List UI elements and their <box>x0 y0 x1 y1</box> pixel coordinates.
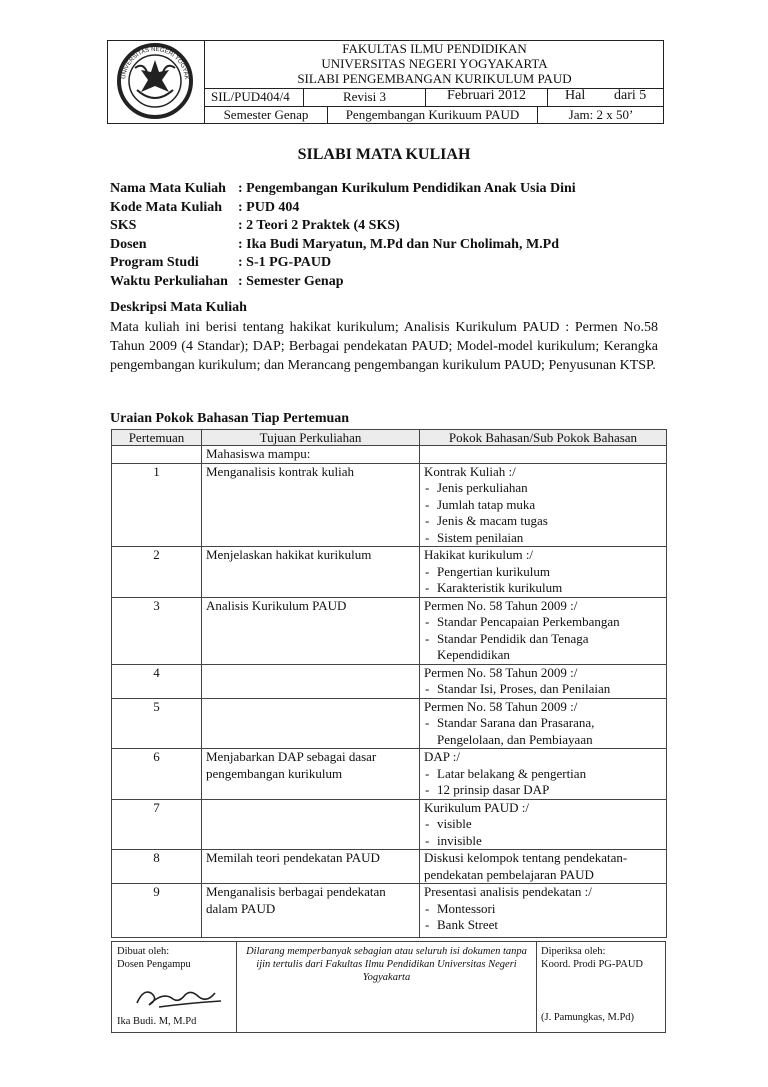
info-key: Kode Mata Kuliah <box>110 199 223 215</box>
table-row: 7 Kurikulum PAUD :/ - visible - invisible <box>112 799 667 850</box>
table-row: 4 Permen No. 58 Tahun 2009 :/ - Standar Isi, Proses, dan Penilaian <box>112 664 667 698</box>
revision: Revisi 3 <box>304 89 426 106</box>
table-row: 6 Menjabarkan DAP sebagai dasar pengembangan kurikulum DAP :/ - Latar belakang & pengertian - 12 prinsip dasar DAP <box>112 749 667 800</box>
info-value: : S-1 PG-PAUD <box>238 255 332 270</box>
university-logo <box>107 40 205 124</box>
issue-date: Februari 2012 <box>426 88 548 106</box>
info-key: SKS <box>110 218 137 233</box>
info-key: Nama Mata Kuliah <box>110 181 226 196</box>
info-value: : 2 Teori 2 Praktek (4 SKS) <box>238 218 400 233</box>
topics-table <box>111 429 667 938</box>
topics-heading: Uraian Pokok Bahasan Tiap Pertemuan <box>110 411 350 426</box>
column-header: Tujuan Perkuliahan <box>202 430 420 446</box>
logo-text: UNIVERSITAS NEGERI YOGYAK <box>121 46 190 80</box>
column-header: Pertemuan <box>112 430 202 446</box>
faculty-name: FAKULTAS ILMU PENDIDIKAN <box>342 41 527 56</box>
checked-by-name: (J. Pamungkas, M.Pd) <box>541 1012 635 1023</box>
signature-icon <box>129 981 229 1011</box>
table-header-row <box>112 430 667 446</box>
table-row: 2 Menjelaskan hakikat kurikulum Hakikat kurikulum :/ - Pengertian kurikulum - Karakteristik kurikulum <box>112 547 667 598</box>
info-value: : PUD 404 <box>238 199 300 215</box>
info-key: Waktu Perkuliahan <box>110 273 228 289</box>
intro-text: Mahasiswa mampu: <box>202 446 420 464</box>
made-by-role: Dosen Pengampu <box>117 959 191 970</box>
table-row: 8 Memilah teori pendekatan PAUD Diskusi kelompok tentang pendekatan-pendekatan pembelajaran PAUD <box>112 850 667 884</box>
checked-by-label: Diperiksa oleh: <box>541 946 606 957</box>
table-row <box>112 446 667 464</box>
made-by-label: Dibuat oleh: <box>117 946 170 957</box>
description-heading: Deskripsi Mata Kuliah <box>110 300 247 315</box>
course-info <box>110 180 670 292</box>
page-title: SILABI MATA KULIAH <box>297 146 471 163</box>
table-row: 3 Analisis Kurikulum PAUD Permen No. 58 Tahun 2009 :/ - Standar Pencapaian Perkembangan - Standar Pendidik dan Tenaga Kependidikan <box>112 597 667 664</box>
table-row: 1 Menganalisis kontrak kuliah Kontrak Kuliah :/ - Jenis perkuliahan - Jumlah tatap muka - Jenis & macam tugas - Sistem penilaian <box>112 463 667 547</box>
course-short-name: Pengembangan Kurikuum PAUD <box>328 107 538 124</box>
document-footer <box>111 941 666 1033</box>
description-text: Mata kuliah ini berisi tentang hakikat kurikulum; Analisis Kurikulum PAUD : Permen No.58 Tahun 2009 (4 Standar); DAP; Berbagai pendekatan PAUD; Model-model kurikulum; Kerangka pengembangan kurikulum; dan Merancang pengembangan kurikulum PAUD; Penyusunan KTSP. <box>110 320 658 373</box>
table-row: 5 Permen No. 58 Tahun 2009 :/ - Standar Sarana dan Prasarana, Pengelolaan, dan Pembiayaan <box>112 698 667 749</box>
page-label: Hal <box>565 88 586 103</box>
info-value: : Ika Budi Maryatun, M.Pd dan Nur Cholimah, M.Pd <box>238 236 560 252</box>
made-by-name: Ika Budi. M, M.Pd <box>117 1016 197 1027</box>
university-name: UNIVERSITAS NEGERI YOGYAKARTA <box>321 56 548 71</box>
column-header: Pokok Bahasan/Sub Pokok Bahasan <box>420 430 667 446</box>
table-row: 9 Menganalisis berbagai pendekatan dalam PAUD Presentasi analisis pendekatan :/ - Montessori - Bank Street <box>112 884 667 938</box>
hours: Jam: 2 x 50’ <box>568 107 634 122</box>
info-key: Program Studi <box>110 255 199 270</box>
page-count: dari 5 <box>614 88 647 103</box>
semester: Semester Genap <box>205 107 328 124</box>
info-key: Dosen <box>110 236 147 252</box>
checked-by-role: Koord. Prodi PG-PAUD <box>541 959 644 970</box>
document-code: SIL/PUD404/4 <box>205 89 304 106</box>
uny-seal-icon <box>107 40 203 122</box>
document-title: SILABI PENGEMBANGAN KURIKULUM PAUD <box>297 71 572 86</box>
info-value: : Semester Genap <box>238 273 344 289</box>
copyright-notice: Dilarang memperbanyak sebagian atau seluruh isi dokumen tanpa ijin tertulis dari Fakultas Ilmu Pendidikan Universitas Negeri Yogyakarta <box>246 946 527 983</box>
info-value: : Pengembangan Kurikulum Pendidikan Anak Usia Dini <box>238 181 576 196</box>
